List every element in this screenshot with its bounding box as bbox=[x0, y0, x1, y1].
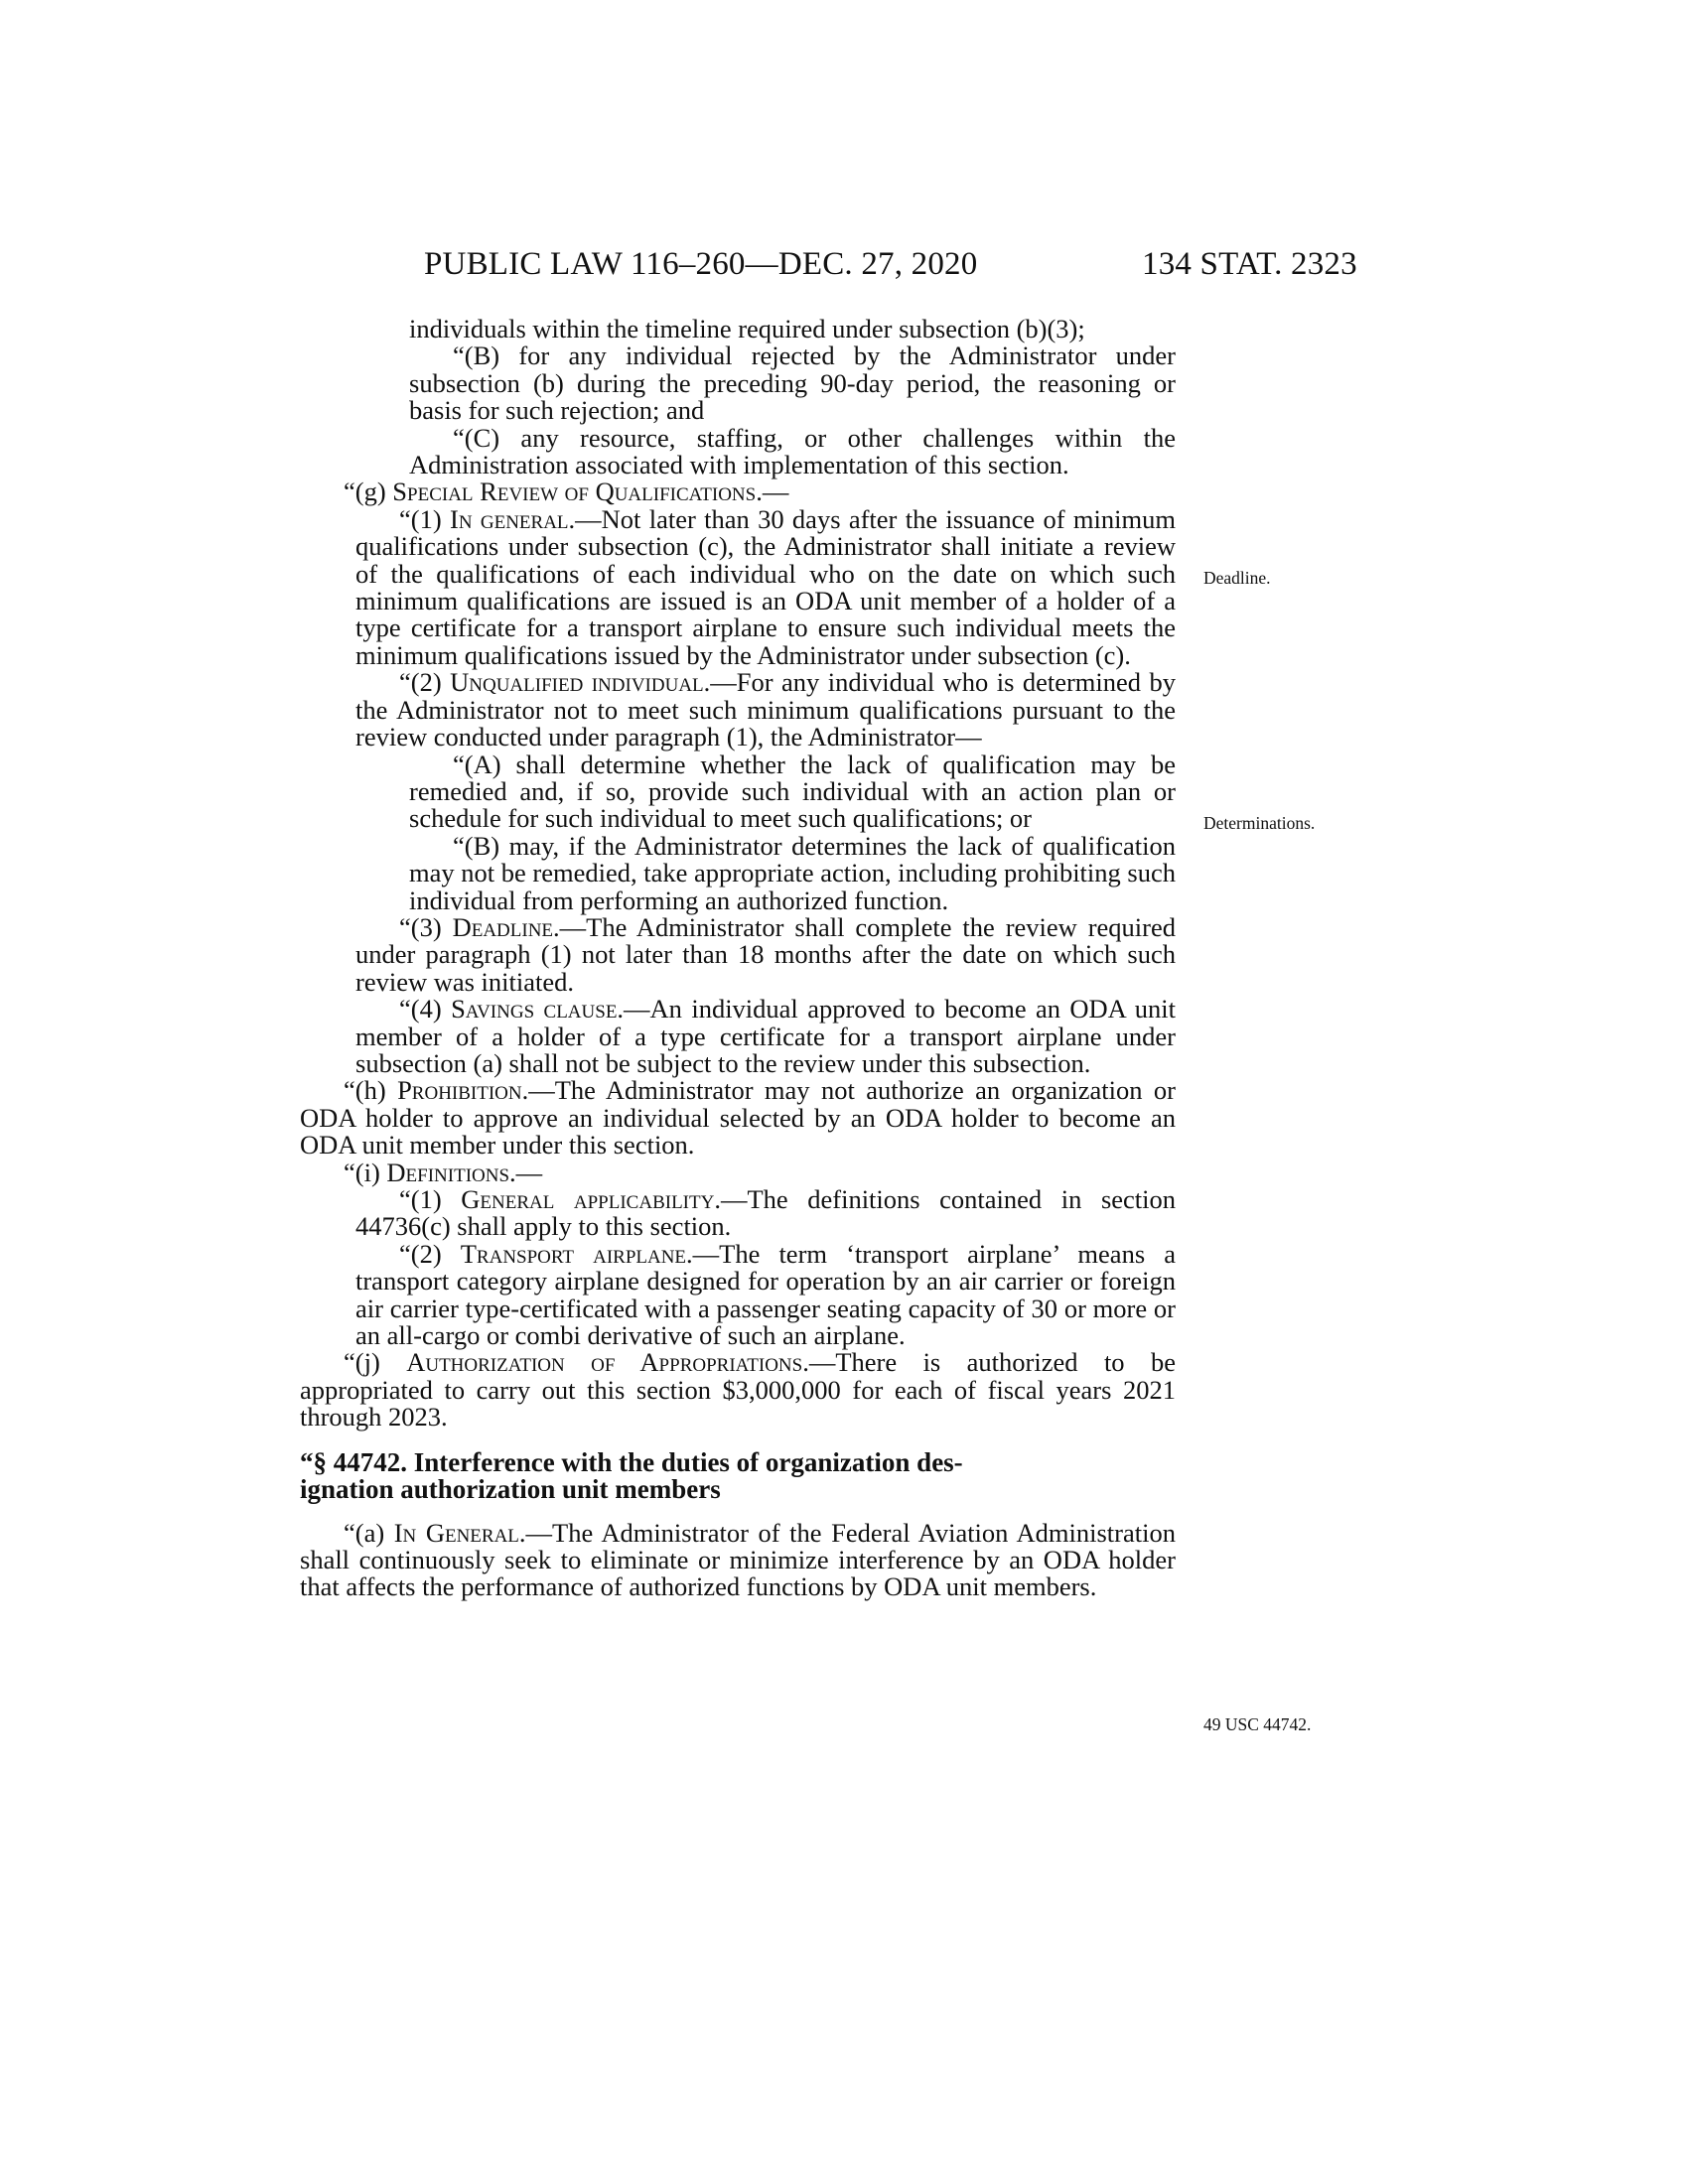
section-heading-line1: “§ 44742. Interference with the duties of organization des- bbox=[300, 1446, 963, 1477]
margin-note-usc: 49 USC 44742. bbox=[1203, 1714, 1312, 1734]
para-g1-text: .—Not later than 30 days after the issuance of minimum qualifications under subsection (c), the Administrator shall initiate a review of the qualifications of each individual who on the date on which such minimum qualifications are issued is an ODA unit member of a holder of a type certificate for a transport airplane to ensure such individual meets the minimum qualifications issued by the Administrator under subsection (c). bbox=[355, 503, 1176, 670]
subsection-h bbox=[300, 1077, 1176, 1159]
subsection-i-heading bbox=[300, 1157, 1176, 1187]
page-header-left: PUBLIC LAW 116–260—DEC. 27, 2020 bbox=[424, 246, 978, 282]
para-f-B: “(B) for any individual rejected by the Administrator under subsection (b) during the preceding 90-day period, the reasoning or basis for such rejection; and bbox=[409, 341, 1176, 426]
para-g4-title: Savings clause bbox=[451, 994, 618, 1024]
subsection-h-title: Prohibition bbox=[397, 1075, 522, 1106]
para-g3 bbox=[300, 911, 1176, 997]
margin-note-determinations: Determinations. bbox=[1203, 813, 1316, 833]
subsection-a-prefix: “(a) bbox=[344, 1517, 394, 1548]
para-i2-title: Transport airplane bbox=[460, 1238, 687, 1269]
para-g2 bbox=[300, 669, 1176, 751]
subsection-j-prefix: “(j) bbox=[344, 1347, 407, 1378]
para-g2-A: “(A) shall determine whether the lack of qualification may be remedied and, if so, provide such individual with an action plan or schedule for such individual to meet such qualifications; or bbox=[409, 749, 1176, 834]
subsection-h-text: .—The Administrator may not authorize an organization or ODA holder to approve an individual selected by an ODA holder to become an ODA unit member under this section. bbox=[300, 1075, 1176, 1160]
para-g2-B: “(B) may, if the Administrator determines the lack of qualification may not be remedied, take appropriate action, including prohibiting such individual from performing an authorized function. bbox=[409, 830, 1176, 915]
subsection-j-title: Authorization of Appropriations bbox=[406, 1347, 803, 1378]
para-f-C: “(C) any resource, staffing, or other challenges within the Administration associated with implementation of this section. bbox=[409, 422, 1176, 480]
margin-note-deadline: Deadline. bbox=[1203, 568, 1271, 588]
document-body bbox=[300, 316, 1176, 1601]
para-i1-title: General applicability bbox=[461, 1184, 715, 1214]
subsection-g-title: Special Review of Qualifications bbox=[392, 477, 757, 507]
section-44742-heading bbox=[300, 1446, 1176, 1505]
para-i2 bbox=[300, 1238, 1176, 1351]
para-i1-prefix: “(1) bbox=[399, 1184, 462, 1214]
para-f-continued: individuals within the timeline required under subsection (b)(3); bbox=[409, 314, 1085, 343]
page-header-right: 134 STAT. 2323 bbox=[1142, 246, 1357, 282]
para-i1 bbox=[300, 1186, 1176, 1241]
para-g1-title: In general bbox=[450, 503, 569, 534]
para-i1-text: .—The definitions contained in section 44736(c) shall apply to this section. bbox=[355, 1184, 1177, 1242]
para-g4-text: .—An individual approved to become an ODA unit member of a holder of a type certificate for a transport airplane under subsection (a) shall not be subject to the review under this subsection. bbox=[355, 994, 1176, 1078]
subsection-i-suffix: .— bbox=[509, 1157, 543, 1187]
para-g3-prefix: “(3) bbox=[399, 911, 453, 942]
para-g1 bbox=[300, 503, 1176, 670]
subsection-a-title: In General bbox=[393, 1517, 519, 1548]
para-g4-prefix: “(4) bbox=[399, 994, 452, 1024]
para-i2-text: .—The term ‘transport airplane’ means a transport category airplane designed for operation by an air carrier or foreign air carrier type-certificated with a passenger seating capacity of 30 or more or an all-cargo or combi derivative of such an airplane. bbox=[355, 1238, 1176, 1351]
para-g2-title: Unqualified individual bbox=[450, 667, 704, 698]
para-g1-prefix: “(1) bbox=[399, 503, 450, 534]
subsection-a-text: .—The Administrator of the Federal Aviation Administration shall continuously seek to eliminate or minimize interference by an ODA holder that affects the performance of authorized functions by ODA unit members. bbox=[300, 1517, 1176, 1602]
subsection-g-heading bbox=[300, 478, 1176, 505]
subsection-h-prefix: “(h) bbox=[344, 1075, 398, 1106]
para-g4 bbox=[300, 996, 1176, 1077]
para-g2-text: .—For any individual who is determined by the Administrator not to meet such minimum qualifications pursuant to the review conducted under paragraph (1), the Administrator— bbox=[355, 667, 1176, 752]
subsection-i-title: Definitions bbox=[386, 1157, 510, 1187]
para-i2-prefix: “(2) bbox=[399, 1238, 461, 1269]
subsection-j-text: .—There is authorized to be appropriated to carry out this section $3,000,000 for each of fiscal years 2021 through 2023. bbox=[300, 1347, 1177, 1433]
para-g3-title: Deadline bbox=[452, 911, 554, 942]
subsection-a bbox=[300, 1517, 1176, 1602]
para-g3-text: .—The Administrator shall complete the review required under paragraph (1) not later than 18 months after the date on which such review was initiated. bbox=[355, 911, 1176, 997]
subsection-g-prefix: “(g) bbox=[344, 477, 393, 507]
section-heading-line2: ignation authorization unit members bbox=[300, 1474, 721, 1505]
para-g2-prefix: “(2) bbox=[399, 667, 451, 698]
subsection-g-suffix: .— bbox=[756, 477, 789, 507]
subsection-j bbox=[300, 1349, 1176, 1431]
subsection-i-prefix: “(i) bbox=[344, 1157, 387, 1187]
